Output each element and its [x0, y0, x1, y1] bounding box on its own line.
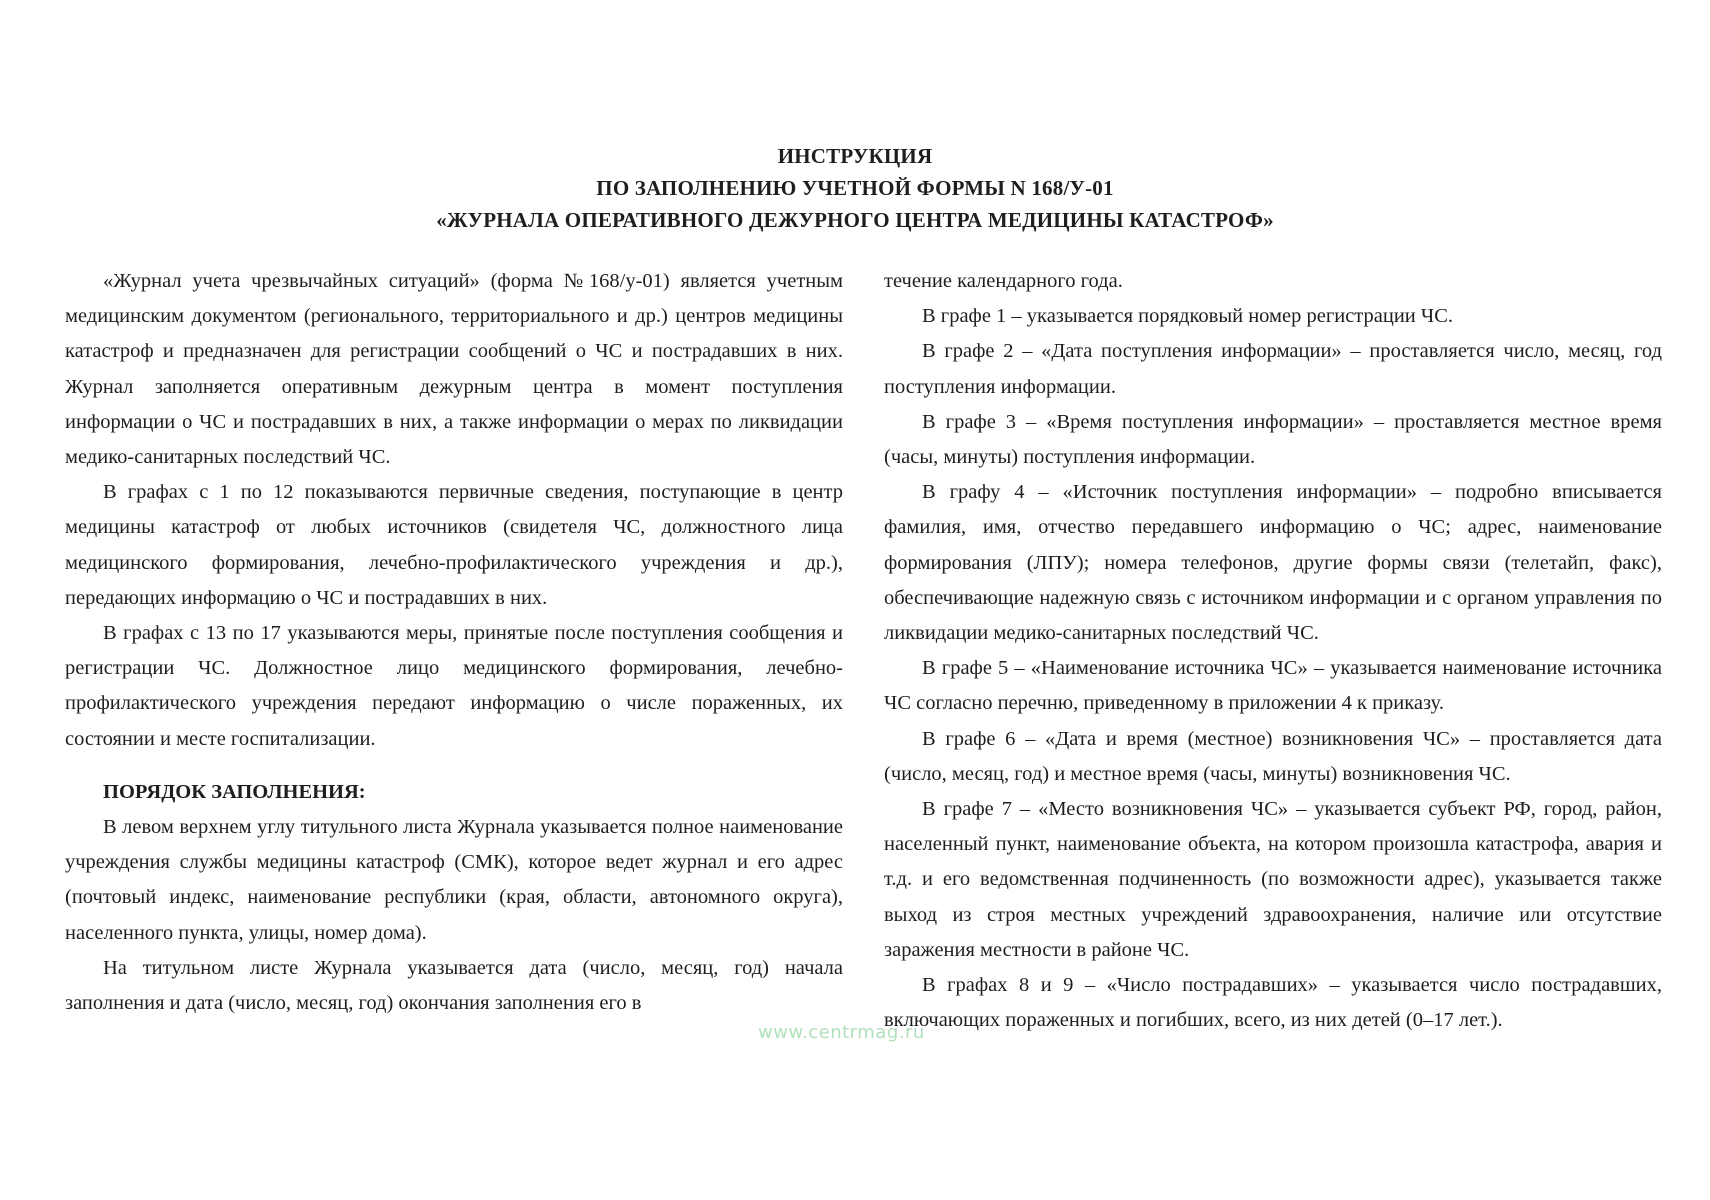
paragraph-column-4: В графу 4 – «Источник поступления информации» – подробно вписывается фамилия, имя, отчество передавшего информацию о ЧС; адрес, наименование формирования (ЛПУ); номера телефонов, другие формы связи (телетайп, факс), обеспечивающие надежную связь с источником информации и с органом управления по ликвидации медико-санитарных последствий ЧС. [884, 481, 1662, 645]
paragraph-column-7: В графе 7 – «Место возникновения ЧС» – указывается субъект РФ, город, район, населенный пункт, наименование объекта, на котором произошла катастрофа, авария и т.д. и его ведомственная подчиненность (по возможности адрес), указывается также выход из строя местных учреждений здравоохранения, наличие или отсутствие заражения местности в районе ЧС. [884, 798, 1662, 961]
paragraph-journal-purpose: «Журнал учета чрезвычайных ситуаций» (форма №168/у-01) является учетным медицинским документом (регионального, территориального и др.) центров медицины катастроф и предназначен для регистрации сообщений о ЧС и пострадавших в них. Журнал заполняется оперативным дежурным центра в момент поступления информации о ЧС и пострадавших в них, а также информации о мерах по ликвидации медико-санитарных последствий ЧС. [65, 270, 843, 469]
title-line-2: ПО ЗАПОЛНЕНИЮ УЧЕТНОЙ ФОРМЫ N 168/У-01 [596, 176, 1114, 200]
watermark-text: www.centrmag.ru [758, 1022, 925, 1043]
section-heading-filling-order: ПОРЯДОК ЗАПОЛНЕНИЯ: [103, 780, 366, 803]
paragraph-column-2: В графе 2 – «Дата поступления информации» – проставляется число, месяц, год поступления информации. [884, 340, 1662, 398]
paragraph-column-1: В графе 1 – указывается порядковый номер регистрации ЧС. [922, 305, 1454, 328]
paragraph-columns-13-17: В графах с 13 по 17 указываются меры, принятые после поступления сообщения и регистрации ЧС. Должностное лицо медицинского формирования, лечебно-профилактического учреждения передают информацию о числе пораженных, их состоянии и месте госпитализации. [65, 622, 843, 750]
title-line-1: ИНСТРУКЦИЯ [777, 144, 933, 168]
paragraph-columns-1-12: В графах с 1 по 12 показываются первичные сведения, поступающие в центр медицины катастроф от любых источников (свидетеля ЧС, должностного лица медицинского формирования, лечебно-профилактического учреждения и др.), передающих информацию о ЧС и пострадавших в них. [65, 481, 843, 609]
paragraph-column-6: В графе 6 – «Дата и время (местное) возникновения ЧС» – проставляется дата (число, месяц, год) и местное время (часы, минуты) возникновения ЧС. [884, 727, 1662, 785]
title-line-3: «ЖУРНАЛА ОПЕРАТИВНОГО ДЕЖУРНОГО ЦЕНТРА МЕДИЦИНЫ КАТАСТРОФ» [436, 208, 1274, 232]
paragraph-column-3: В графе 3 – «Время поступления информации» – проставляется местное время (часы, минуты) поступления информации. [884, 410, 1662, 469]
paragraph-column-5: В графе 5 – «Наименование источника ЧС» – указывается наименование источника ЧС согласно перечню, приведенному в приложении 4 к приказу. [884, 657, 1662, 715]
paragraph-title-sheet-corner: В левом верхнем углу титульного листа Журнала указывается полное наименование учреждения службы медицины катастроф (СМК), которое ведет журнал и его адрес (почтовый индекс, наименование республики (края, области, автономного округа), населенного пункта, улицы, номер дома). [65, 816, 843, 944]
paragraph-continuation: течение календарного года. [884, 270, 1123, 292]
paragraph-columns-8-9: В графах 8 и 9 – «Число пострадавших» – указывается число пострадавших, включающих пораженных и погибших, всего, из них детей (0–17 лет.). [884, 974, 1662, 1032]
left-column [65, 264, 843, 1021]
paragraph-title-sheet-dates: На титульном листе Журнала указывается дата (число, месяц, год) начала заполнения и дата (число, месяц, год) окончания заполнения его в [65, 956, 843, 1015]
document-title [0, 140, 1710, 236]
right-column [884, 264, 1662, 1038]
